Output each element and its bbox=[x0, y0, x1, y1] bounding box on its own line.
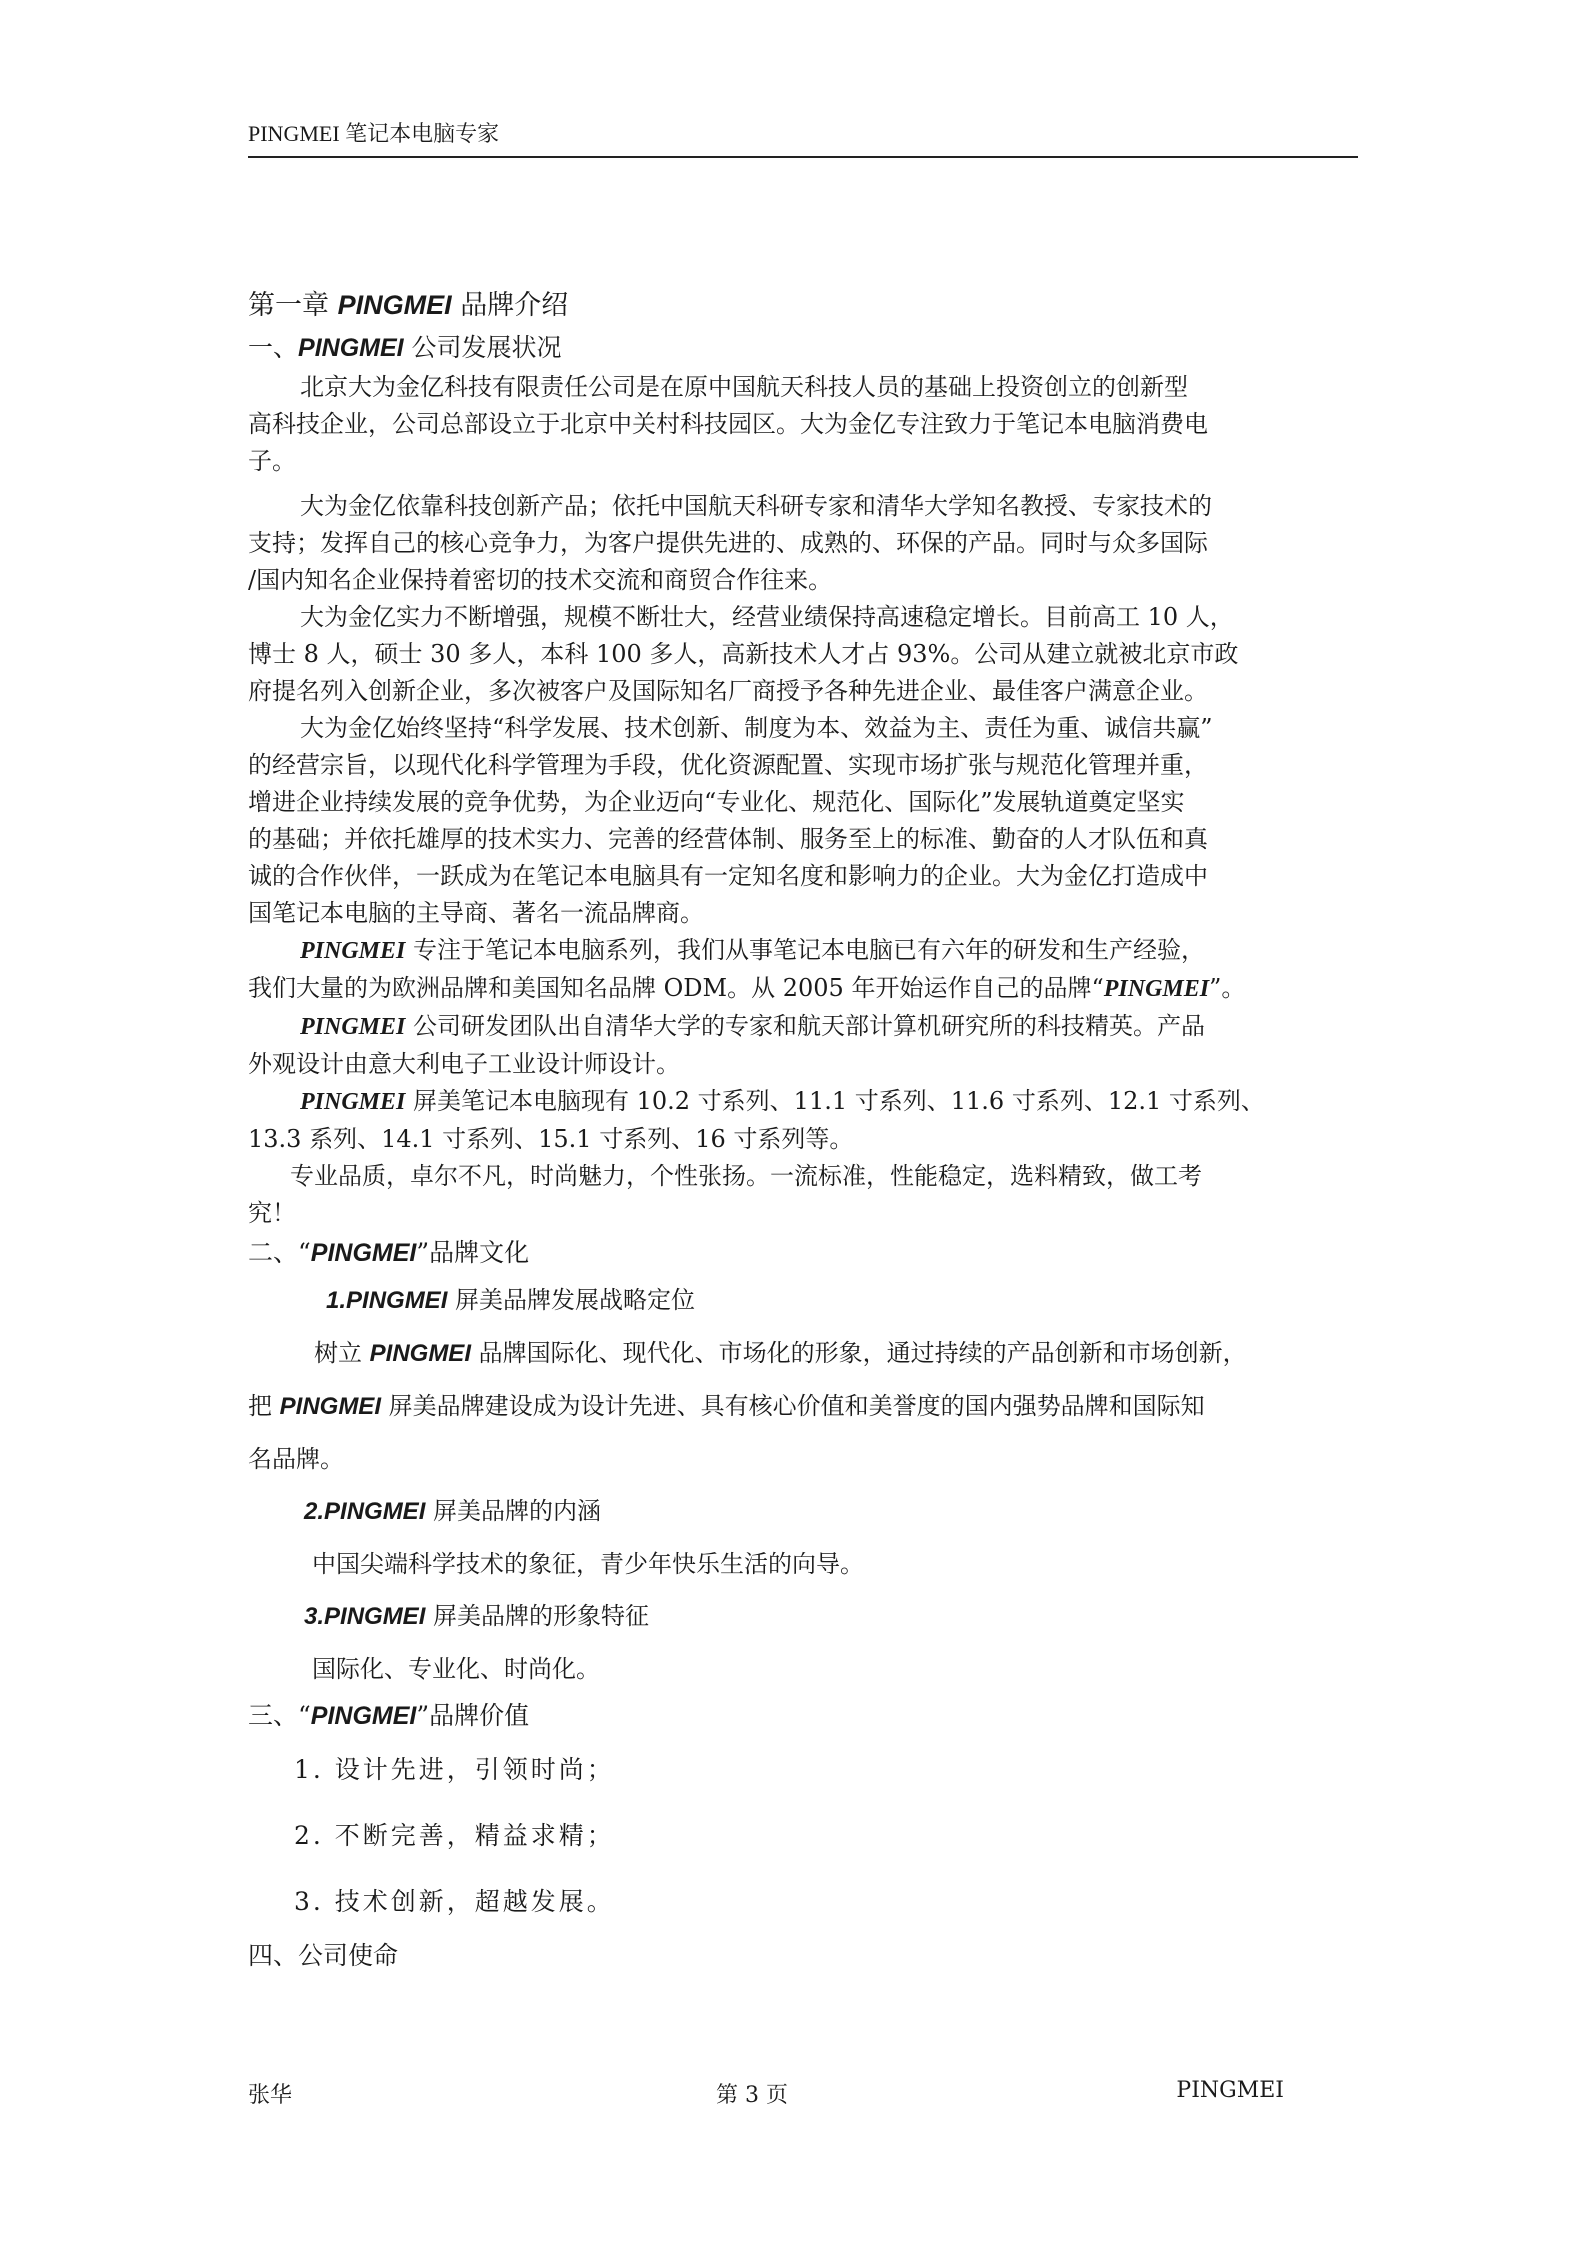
paragraph-line: 大为金亿依靠科技创新产品；依托中国航天科研专家和清华大学知名教授、专家技术的 bbox=[300, 492, 1212, 520]
section-4-heading: 四、公司使命 bbox=[248, 1941, 399, 1970]
paragraph-line bbox=[248, 1380, 1354, 1433]
paragraph-line: 北京大为金亿科技有限责任公司是在原中国航天科技人员的基础上投资创立的创新型 bbox=[300, 373, 1188, 401]
paragraph-text: ”。 bbox=[1209, 974, 1246, 1002]
section-2-prefix: 二、“ bbox=[248, 1238, 311, 1267]
section-2-heading bbox=[248, 1232, 1354, 1274]
subsection-2-title: 屏美品牌的内涵 bbox=[425, 1497, 601, 1525]
paragraph-2 bbox=[248, 488, 1354, 599]
paragraph-line: 诚的合作伙伴，一跃成为在笔记本电脑具有一定知名度和影响力的企业。大为金亿打造成中 bbox=[248, 862, 1208, 890]
paragraph-text: 我们大量的为欧洲品牌和美国知名品牌 ODM。从 2005 年开始运作自己的品牌“ bbox=[248, 974, 1104, 1002]
paragraph-line: /国内知名企业保持着密切的技术交流和商贸合作往来。 bbox=[248, 566, 833, 594]
brand-name: PINGMEI bbox=[369, 1340, 471, 1367]
chapter-brand: PINGMEI bbox=[337, 290, 452, 320]
paragraph-line: 名品牌。 bbox=[248, 1445, 344, 1473]
section-2-suffix: ”品牌文化 bbox=[416, 1238, 530, 1267]
paragraph-text: 品牌国际化、现代化、市场化的形象，通过持续的产品创新和市场创新， bbox=[470, 1339, 1247, 1367]
footer-brand: PINGMEI bbox=[1176, 2078, 1284, 2103]
subsection-3-text: 国际化、专业化、时尚化。 bbox=[312, 1655, 600, 1683]
paragraph-text: 公司研发团队出自清华大学的专家和航天部计算机研究所的科技精英。产品 bbox=[405, 1012, 1205, 1040]
chapter-prefix: 第一章 bbox=[248, 290, 338, 321]
paragraph-3 bbox=[248, 599, 1354, 710]
paragraph-line: 的基础；并依托雄厚的技术实力、完善的经营体制、服务至上的标准、勤奋的人才队伍和真 bbox=[248, 825, 1208, 853]
paragraph-line: 增进企业持续发展的竞争优势，为企业迈向“专业化、规范化、国际化”发展轨道奠定坚实 bbox=[248, 788, 1185, 816]
paragraph-line: 专业品质，卓尔不凡，时尚魅力，个性张扬。一流标准，性能稳定，选料精致，做工考 bbox=[290, 1162, 1202, 1190]
paragraph-line: 究！ bbox=[248, 1199, 296, 1227]
paragraph-line bbox=[248, 1083, 1354, 1121]
paragraph-line: 高科技企业，公司总部设立于北京中关村科技园区。大为金亿专注致力于笔记本电脑消费电 bbox=[248, 410, 1208, 438]
value-list bbox=[248, 1737, 1354, 1935]
page-header bbox=[248, 116, 1358, 158]
paragraph-line bbox=[248, 970, 1354, 1008]
brand-name: PINGMEI bbox=[300, 1089, 406, 1115]
paragraph-4 bbox=[248, 710, 1354, 932]
paragraph-line: 子。 bbox=[248, 447, 296, 475]
section-1-heading bbox=[248, 327, 1354, 369]
section-2-brand: PINGMEI bbox=[310, 1239, 417, 1267]
subsection-3-title: 屏美品牌的形象特征 bbox=[425, 1602, 649, 1630]
paragraph-text: 把 bbox=[248, 1392, 280, 1420]
paragraph-line bbox=[248, 932, 1354, 970]
paragraph-line bbox=[248, 1327, 1354, 1380]
paragraph-line: 博士 8 人，硕士 30 多人，本科 100 多人，高新技术人才占 93%。公司从建立就被北京市政 bbox=[248, 640, 1239, 668]
paragraph-line: 支持；发挥自己的核心竞争力，为客户提供先进的、成熟的、环保的产品。同时与众多国际 bbox=[248, 529, 1208, 557]
list-item: 1. 设计先进，引领时尚； bbox=[294, 1755, 615, 1784]
paragraph-line: 府提名列入创新企业，多次被客户及国际知名厂商授予各种先进企业、最佳客户满意企业。 bbox=[248, 677, 1208, 705]
subsection-3-number: 3.PINGMEI bbox=[304, 1603, 426, 1630]
paragraph-line: 大为金亿始终坚持“科学发展、技术创新、制度为本、效益为主、责任为重、诚信共赢” bbox=[300, 714, 1213, 742]
paragraph-line: 13.3 系列、14.1 寸系列、15.1 寸系列、16 寸系列等。 bbox=[248, 1125, 854, 1153]
section-1-prefix: 一、 bbox=[248, 333, 299, 362]
paragraph-1 bbox=[248, 369, 1354, 480]
brand-name: PINGMEI bbox=[300, 1014, 406, 1040]
subsection-1-number: 1.PINGMEI bbox=[326, 1287, 448, 1314]
footer-page-number: 第 3 页 bbox=[716, 2083, 788, 2108]
paragraph-line: 大为金亿实力不断增强，规模不断壮大，经营业绩保持高速稳定增长。目前高工 10 人， bbox=[300, 603, 1234, 631]
list-item: 3. 技术创新，超越发展。 bbox=[294, 1887, 615, 1916]
footer-author: 张华 bbox=[248, 2083, 293, 2108]
section-3-suffix: ”品牌价值 bbox=[416, 1701, 530, 1730]
subsection-1-title: 屏美品牌发展战略定位 bbox=[447, 1286, 695, 1314]
section-1-brand: PINGMEI bbox=[298, 334, 404, 362]
header-title: PINGMEI 笔记本电脑专家 bbox=[248, 121, 500, 146]
chapter-title bbox=[248, 284, 1354, 327]
paragraph-5 bbox=[248, 932, 1354, 1008]
brand-name: PINGMEI bbox=[279, 1393, 381, 1420]
subsection-1-heading bbox=[248, 1274, 1354, 1327]
subsection-3-heading bbox=[248, 1590, 1354, 1643]
brand-name: PINGMEI bbox=[300, 938, 406, 964]
paragraph-line: 外观设计由意大利电子工业设计师设计。 bbox=[248, 1050, 680, 1078]
paragraph-line bbox=[248, 1008, 1354, 1046]
list-item: 2. 不断完善，精益求精； bbox=[294, 1821, 615, 1850]
section-3-prefix: 三、“ bbox=[248, 1701, 311, 1730]
section-3-brand: PINGMEI bbox=[310, 1702, 417, 1730]
paragraph-line: 国笔记本电脑的主导商、著名一流品牌商。 bbox=[248, 899, 704, 927]
section-3-heading bbox=[248, 1695, 1354, 1737]
page-footer bbox=[248, 2078, 1358, 2114]
page-content bbox=[248, 284, 1354, 1977]
paragraph-line: 的经营宗旨，以现代化科学管理为手段，优化资源配置、实现市场扩张与规范化管理并重， bbox=[248, 751, 1208, 779]
paragraph-text: 树立 bbox=[314, 1339, 370, 1367]
paragraph-text: 屏美品牌建设成为设计先进、具有核心价值和美誉度的国内强势品牌和国际知 bbox=[380, 1392, 1205, 1420]
subsection-2-text: 中国尖端科学技术的象征，青少年快乐生活的向导。 bbox=[312, 1550, 864, 1578]
paragraph-text: 专注于笔记本电脑系列，我们从事笔记本电脑已有六年的研发和生产经验， bbox=[405, 936, 1205, 964]
chapter-suffix: 品牌介绍 bbox=[451, 290, 569, 321]
section-1-suffix: 公司发展状况 bbox=[403, 333, 562, 362]
subsection-2-heading bbox=[248, 1485, 1354, 1538]
brand-name: PINGMEI bbox=[1103, 976, 1210, 1002]
paragraph-7 bbox=[248, 1083, 1354, 1158]
paragraph-text: 屏美笔记本电脑现有 10.2 寸系列、11.1 寸系列、11.6 寸系列、12.1 寸系列、 bbox=[405, 1087, 1265, 1115]
subsection-2-number: 2.PINGMEI bbox=[304, 1498, 426, 1525]
paragraph-6 bbox=[248, 1008, 1354, 1083]
subsection-1-text bbox=[248, 1327, 1354, 1485]
paragraph-8 bbox=[248, 1158, 1354, 1232]
